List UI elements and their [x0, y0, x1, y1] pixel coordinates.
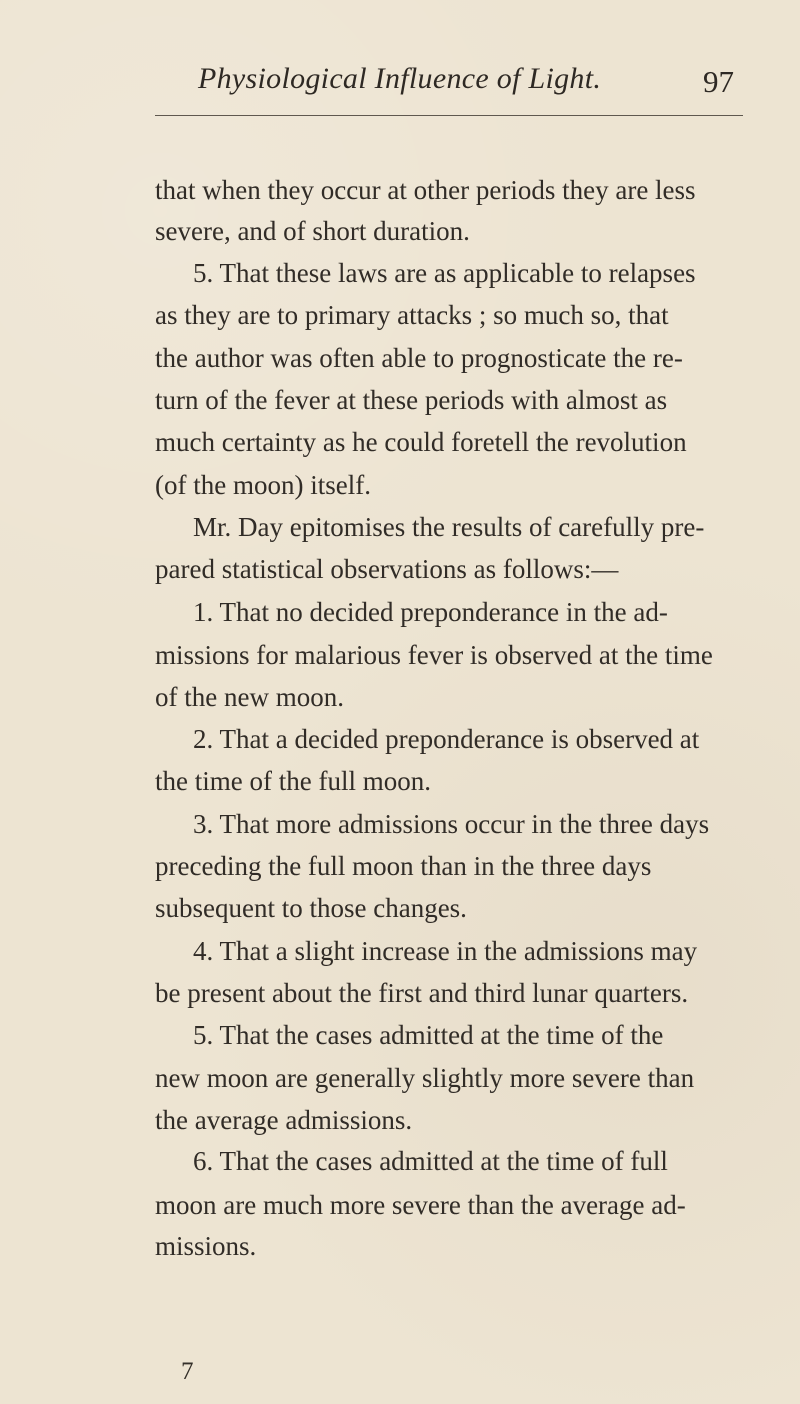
body-line-26: missions. [155, 1231, 257, 1261]
body-line-13: of the new moon. [155, 682, 344, 712]
header-rule [155, 115, 743, 116]
body-line-17: preceding the full moon than in the three days [155, 851, 652, 881]
body-line-18: subsequent to those changes. [155, 893, 467, 923]
body-line-22: new moon are generally slightly more severe than [155, 1063, 695, 1093]
signature-mark: 7 [181, 1358, 194, 1385]
body-line-5: the author was often able to prognosticate the re- [155, 343, 683, 373]
body-line-15: the time of the full moon. [155, 766, 431, 796]
body-line-19: 4. That a slight increase in the admissions may [193, 936, 698, 966]
body-line-6: turn of the fever at these periods with almost as [155, 385, 668, 415]
body-line-4: as they are to primary attacks ; so much so, that [155, 300, 669, 330]
body-line-11: 1. That no decided preponderance in the ad- [193, 597, 668, 627]
body-line-12: missions for malarious fever is observed at the time [155, 640, 713, 670]
body-line-20: be present about the first and third lunar quarters. [155, 978, 689, 1008]
body-line-3: 5. That these laws are as applicable to relapses [193, 258, 696, 288]
body-line-1: that when they occur at other periods they are less [155, 175, 696, 205]
body-line-2: severe, and of short duration. [155, 216, 470, 246]
body-line-8: (of the moon) itself. [155, 470, 371, 500]
body-line-25: moon are much more severe than the average ad- [155, 1190, 686, 1220]
body-line-23: the average admissions. [155, 1105, 413, 1135]
running-head-title: Physiological Influence of Light. [198, 62, 602, 95]
body-line-10: pared statistical observations as follows:— [155, 554, 619, 584]
body-line-14: 2. That a decided preponderance is observed at [193, 724, 700, 754]
body-line-7: much certainty as he could foretell the revolution [155, 427, 687, 457]
body-line-9: Mr. Day epitomises the results of carefully pre- [193, 512, 705, 542]
body-line-24: 6. That the cases admitted at the time of full [193, 1146, 668, 1176]
body-line-21: 5. That the cases admitted at the time of the [193, 1020, 664, 1050]
body-line-16: 3. That more admissions occur in the three days [193, 809, 710, 839]
page-number: 97 [703, 64, 734, 99]
